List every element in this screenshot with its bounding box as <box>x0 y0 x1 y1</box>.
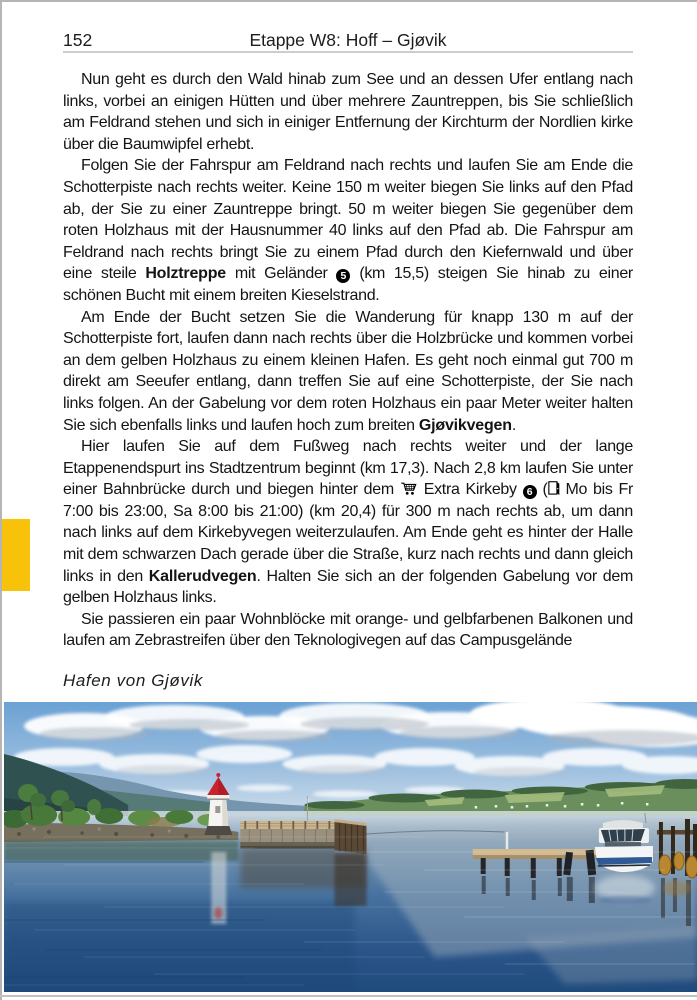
harbor-photo <box>4 702 697 992</box>
bold-street-name: Holztreppe <box>145 265 227 283</box>
page-header <box>63 30 633 51</box>
bold-street-name: Gjøvikvegen <box>418 416 512 434</box>
paragraph: Sie passieren ein paar Wohnblöcke mit orange- und gelbfarbenen Balkonen und laufen am Zebrastreifen über den Teknologivegen auf das Campusgelände <box>63 610 633 650</box>
margin-tab <box>2 519 30 591</box>
body-paragraphs <box>63 69 633 652</box>
paragraph: Am Ende der Bucht setzen Sie die Wanderung für knapp 130 m auf der Schotterpiste fort, laufen dann nach rechts über die Holzbrücke und kommen vorbei an dem gelben Holzhaus zu einem kleinen Hafen. Es geht noch einmal gut 700 m direkt am Seeufer entlang, dann treffen Sie auf eine Schotterpiste, der Sie nach links folgen. An der Gabelung vor dem roten Holzhaus ein paar Meter weiter halten Sie sich ebenfalls links und laufen hoch zum breiten Gjøvikvegen. <box>63 308 633 434</box>
shopping-cart-icon <box>400 481 418 496</box>
route-marker-5: 5 <box>336 269 350 283</box>
header-rule <box>63 51 633 53</box>
page-title: Etappe W8: Hoff – Gjøvik <box>249 30 447 50</box>
paragraph: Nun geht es durch den Wald hinab zum See und an dessen Ufer entlang nach links, vorbei an einigen Hütten und über mehrere Zauntreppen, bis Sie schließlich am Feldrand stehen und sich in einiger Entfernung der Kirchturm der Nordlien kirke über die Baumwipfel erhebt. <box>63 71 633 153</box>
route-marker-6: 6 <box>523 485 537 499</box>
photo-caption: Hafen von Gjøvik <box>63 671 203 690</box>
page-border-bottom <box>0 995 697 997</box>
paragraph: Hier laufen Sie auf dem Fußweg nach rechts weiter und der lange Etappenendspurt ins Stadtzentrum beginnt (km 17,3). Nach 2,8 km laufen Sie unter einer Bahnbrücke durch und biegen hinter dem Extra Kirkeby 6 ( Mo bis Fr 7:00 bis 23:00, Sa 8:00 bis 21:00) (km 20,4) für 300 m nach rechts ab, um dann nach links auf dem Kirkebyvegen weiterzulaufen. Am Ende geht es hinter der Halle mit dem schwarzen Dach gerade über die Straße, kurz nach rechts und dann gleich links in den Kallerudvegen. Halten Sie sich an der folgenden Gabelung vor dem gelben Holzhaus links. <box>63 438 634 607</box>
page-number: 152 <box>63 30 93 50</box>
open-door-icon <box>548 480 560 496</box>
page-border-top <box>0 0 697 2</box>
paragraph: Folgen Sie der Fahrspur am Feldrand nach rechts und laufen Sie am Ende die Schotterpiste nach rechts weiter. Keine 150 m weiter biegen Sie links auf den Pfad ab, der Sie zu einer Zauntreppe bringt. 50 m weiter biegen Sie gegenüber dem roten Holzhaus mit der Hausnummer 40 links auf den Pfad ab. Die Fahrspur am Feldrand nach rechts bringt Sie zu einem Pfad durch den Kiefernwald und über eine steile Holztreppe mit Geländer 5 (km 15,5) steigen Sie hinab zu einer schönen Bucht mit einem breiten Kieselstrand. <box>63 157 633 304</box>
bold-street-name: Kallerudvegen <box>148 567 257 585</box>
page-border-left <box>0 0 2 1000</box>
